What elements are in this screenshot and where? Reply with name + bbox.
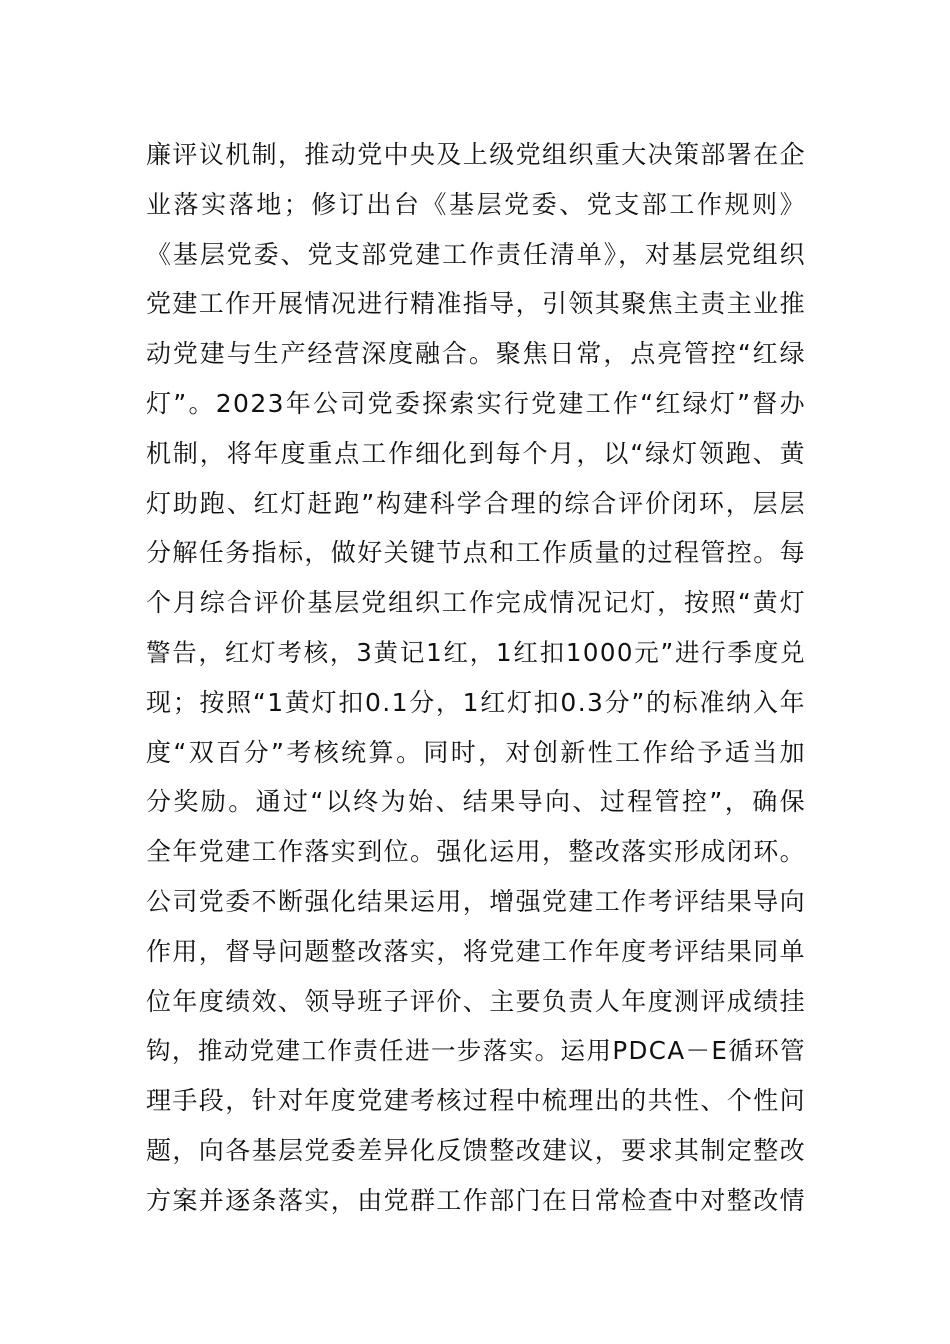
text-line-9: 分解任务指标，做好关键节点和工作质量的过程管控。每 — [146, 538, 807, 568]
text-line-7: 机制，将年度重点工作细化到每个月，以“绿灯领跑、黄 — [146, 438, 806, 468]
text-line-8: 灯助跑、红灯赶跑”构建科学合理的综合评价闭环，层层 — [146, 488, 806, 518]
text-line-16: 公司党委不断强化结果运用，增强党建工作考评结果导向 — [146, 886, 807, 916]
text-line-2: 业落实落地；修订出台《基层党委、党支部工作规则》 — [146, 189, 806, 219]
text-line-18: 位年度绩效、领导班子评价、主要负责人年度测评成绩挂 — [146, 986, 807, 1016]
text-line-17: 作用，督导问题整改落实，将党建工作年度考评结果同单 — [146, 936, 807, 966]
text-line-19: 钩，推动党建工作责任进一步落实。运用PDCA－E循环管 — [146, 1036, 806, 1066]
text-line-13: 度“双百分”考核统算。同时，对创新性工作给予适当加 — [146, 737, 806, 767]
text-line-5: 动党建与生产经营深度融合。聚焦日常，点亮管控“红绿 — [146, 339, 806, 369]
text-line-12: 现；按照“1黄灯扣0.1分，1红灯扣0.3分”的标准纳入年 — [146, 687, 806, 717]
body-text — [146, 130, 806, 1226]
text-line-21: 题，向各基层党委差异化反馈整改建议，要求其制定整改 — [146, 1135, 807, 1165]
text-line-11: 警告，红灯考核，3黄记1红，1红扣1000元”进行季度兑 — [146, 637, 806, 667]
text-line-20: 理手段，针对年度党建考核过程中梳理出的共性、个性问 — [146, 1086, 807, 1116]
text-line-15: 全年党建工作落实到位。强化运用，整改落实形成闭环。 — [146, 837, 807, 867]
text-line-10: 个月综合评价基层党组织工作完成情况记灯，按照“黄灯 — [146, 588, 806, 618]
text-line-4: 党建工作开展情况进行精准指导，引领其聚焦主责主业推 — [146, 289, 807, 319]
text-line-14: 分奖励。通过“以终为始、结果导向、过程管控”，确保 — [146, 787, 806, 817]
text-line-6: 灯”。2023年公司党委探索实行党建工作“红绿灯”督办 — [146, 388, 806, 418]
text-line-22: 方案并逐条落实，由党群工作部门在日常检查中对整改情 — [146, 1185, 807, 1215]
text-line-1: 廉评议机制，推动党中央及上级党组织重大决策部署在企 — [146, 140, 807, 169]
text-line-3: 《基层党委、党支部党建工作责任清单》，对基层党组织 — [146, 239, 806, 269]
